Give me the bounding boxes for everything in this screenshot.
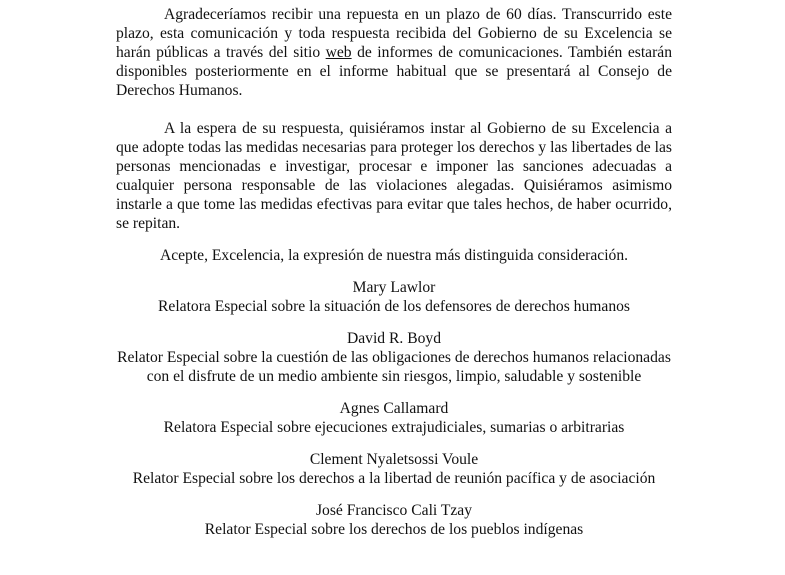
signatory-block [116, 501, 672, 539]
signatory-title: Relatora Especial sobre ejecuciones extrajudiciales, sumarias o arbitrarias [163, 419, 625, 436]
signatory-name: Clement Nyaletsossi Voule [309, 451, 479, 468]
signatory-block [116, 329, 672, 386]
signatory-name: Mary Lawlor [352, 279, 436, 296]
signatory-name: David R. Boyd [347, 330, 441, 347]
signatory-title: Relator Especial sobre la cuestión de las obligaciones de derechos humanos relacionadas con el disfrute de un medio ambiente sin riesgos, limpio, saludable y sostenible [117, 349, 671, 385]
letter-page [116, 5, 672, 552]
signatory-block [116, 399, 672, 437]
signatory-title: Relator Especial sobre los derechos de los pueblos indígenas [204, 521, 584, 538]
signatory-name: Agnes Callamard [339, 400, 449, 417]
signatory-title: Relator Especial sobre los derechos a la libertad de reunión pacífica y de asociación [132, 470, 656, 487]
paragraph-response-deadline-text-after: de informes de comunicaciones. También estarán disponibles posteriormente en el informe habitual que se presentará al Consejo de Derechos Humanos. [116, 44, 672, 99]
signatory-name: José Francisco Cali Tzay [315, 502, 473, 519]
paragraph-response-deadline-text-before: Agradeceríamos recibir una repuesta en un plazo de 60 días. Transcurrido este plazo, esta comunicación y toda respuesta recibida del Gobierno de su Excelencia se harán públicas a través del sitio [116, 6, 672, 61]
paragraph-request-measures: A la espera de su respuesta, quisiéramos instar al Gobierno de su Excelencia a que adopte todas las medidas necesarias para proteger los derechos y las libertades de las personas mencionadas e investigar, procesar e imponer las sanciones adecuadas a cualquier persona responsable de las violaciones alegadas. Quisiéramos asimismo instarle a que tome las medidas efectivas para evitar que tales hechos, de haber ocurrido, se repitan. [116, 120, 672, 232]
signatory-title: Relatora Especial sobre la situación de los defensores de derechos humanos [158, 298, 630, 315]
signatory-block [116, 278, 672, 316]
signatory-block [116, 450, 672, 488]
paragraph-response-deadline [116, 5, 672, 100]
closing-salutation: Acepte, Excelencia, la expresión de nuestra más distinguida consideración. [159, 247, 629, 264]
web-link[interactable]: web [325, 44, 352, 61]
